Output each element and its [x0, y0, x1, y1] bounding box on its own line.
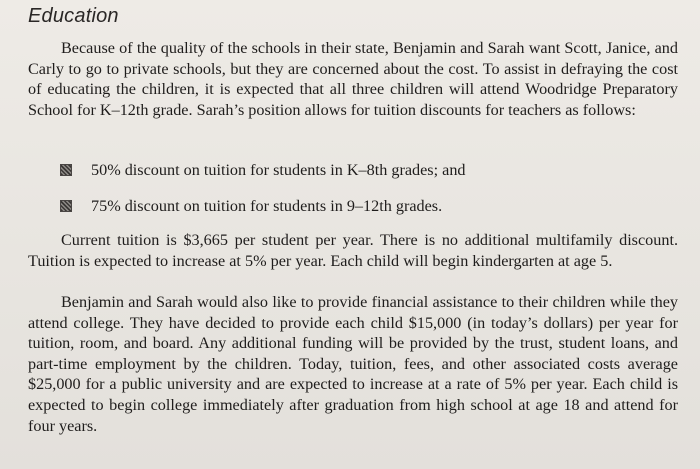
bullet-item-k8-discount	[60, 160, 466, 180]
bullet-text: 75% discount on tuition for students in 9–12th grades.	[91, 197, 443, 215]
section-heading: Education	[28, 5, 119, 27]
bullet-item-912-discount	[60, 196, 442, 216]
bullet-square-icon	[60, 200, 72, 212]
paragraph-current-tuition: Current tuition is $3,665 per student per year. There is no additional multifamily discount. Tuition is expected to increase at 5% per year. Each child will begin kindergarten at age 5.	[28, 231, 678, 270]
paragraph-college-assistance: Benjamin and Sarah would also like to provide financial assistance to their children while they attend college. They have decided to provide each child $15,000 (in today’s dollars) per year for tuition, room, and board. Any additional funding will be provided by the trust, student loans, and part-time employment by the children. Today, tuition, fees, and other associated costs average $25,000 for a public university and are expected to increase at a rate of 5% per year. Each child is expected to begin college immediately after graduation from high school at age 18 and attend for four years.	[28, 293, 678, 435]
bullet-square-icon	[60, 164, 72, 176]
bullet-text: 50% discount on tuition for students in K–8th grades; and	[91, 161, 466, 179]
paragraph-private-schools: Because of the quality of the schools in their state, Benjamin and Sarah want Scott, Janice, and Carly to go to private schools, but they are concerned about the cost. To assist in defraying the cost of educating the children, it is expected that all three children will attend Woodridge Preparatory School for K–12th grade. Sarah’s position allows for tuition discounts for teachers as follows:	[28, 39, 678, 119]
